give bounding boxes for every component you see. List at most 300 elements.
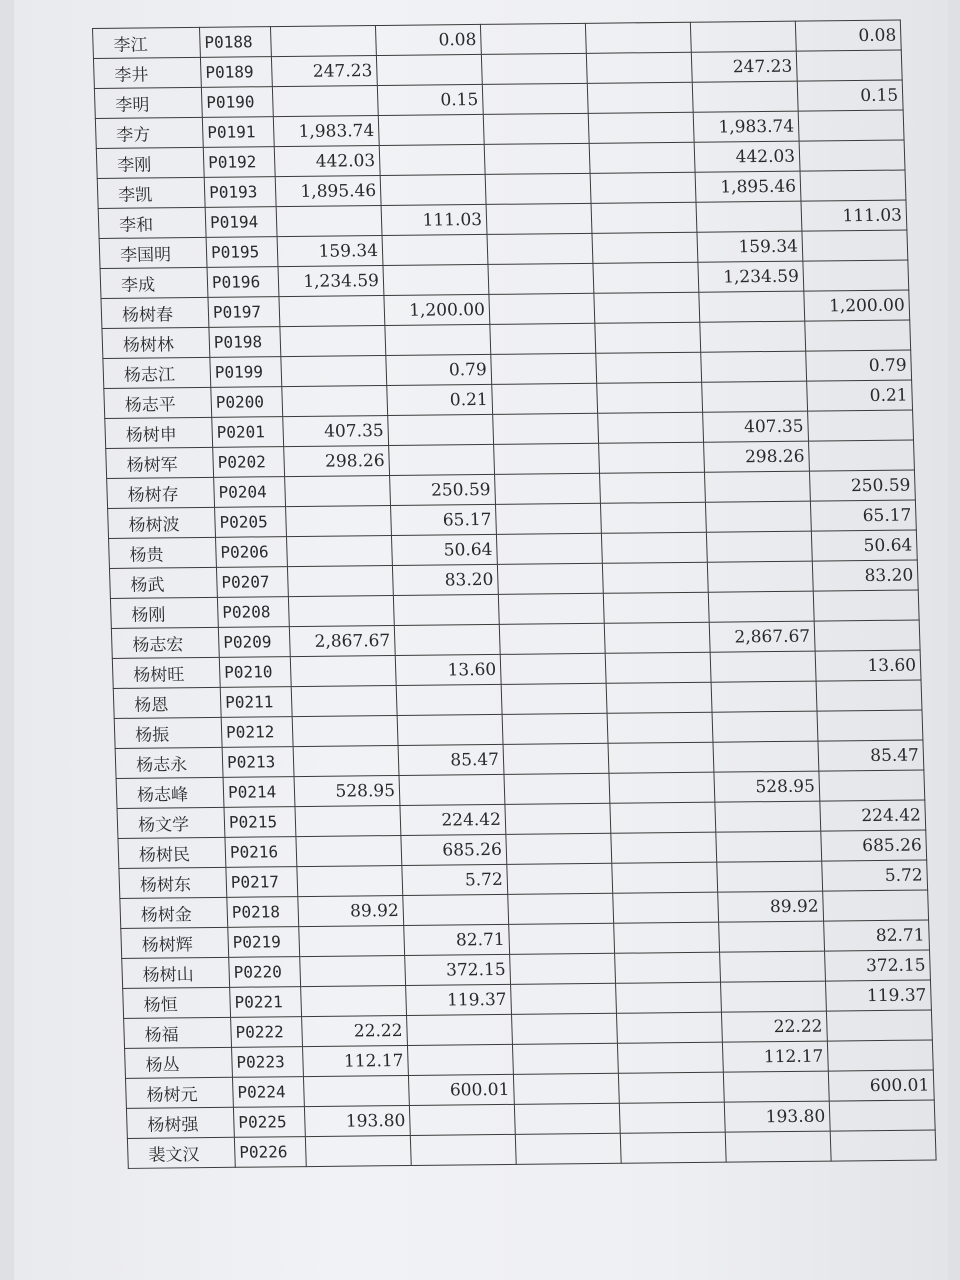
amount-cell-6 — [817, 710, 923, 741]
amount-cell-4 — [589, 142, 695, 173]
amount-cell-5 — [711, 681, 817, 712]
amount-cell-2 — [407, 1014, 513, 1045]
name-cell: 杨树金 — [120, 897, 228, 928]
amount-cell-4 — [612, 862, 718, 893]
amount-cell-4 — [602, 562, 708, 593]
amount-cell-4 — [609, 772, 715, 803]
amount-cell-1 — [291, 685, 397, 716]
code-cell: P0208 — [217, 597, 289, 628]
amount-cell-4 — [588, 112, 694, 143]
amount-cell-1 — [292, 715, 398, 746]
code-cell: P0202 — [213, 447, 285, 478]
amount-cell-5: 407.35 — [703, 411, 809, 442]
ledger-body — [93, 20, 937, 1168]
amount-cell-3 — [493, 413, 599, 444]
amount-cell-3 — [504, 773, 610, 804]
amount-cell-3 — [490, 323, 596, 354]
amount-cell-5 — [704, 471, 810, 502]
amount-cell-4 — [605, 652, 711, 683]
amount-cell-2: 5.72 — [402, 864, 508, 895]
amount-cell-6: 119.37 — [825, 980, 931, 1011]
code-cell: P0222 — [231, 1017, 303, 1048]
amount-cell-3 — [499, 623, 605, 654]
name-cell: 裴文汉 — [127, 1137, 235, 1168]
amount-cell-4 — [600, 472, 706, 503]
amount-cell-2 — [409, 1104, 515, 1135]
amount-cell-1 — [287, 566, 393, 597]
amount-cell-3 — [515, 1133, 621, 1164]
amount-cell-4 — [590, 172, 696, 203]
name-cell: 李方 — [95, 117, 203, 148]
code-cell: P0212 — [221, 717, 293, 748]
amount-cell-3 — [488, 263, 594, 294]
amount-cell-6: 13.60 — [815, 650, 921, 681]
amount-cell-2: 83.20 — [392, 564, 498, 595]
amount-cell-1 — [295, 805, 401, 836]
amount-cell-5 — [712, 711, 818, 742]
amount-cell-2 — [393, 594, 499, 625]
amount-cell-6 — [823, 890, 929, 921]
amount-cell-1 — [301, 985, 407, 1016]
amount-cell-5 — [710, 651, 816, 682]
amount-cell-4 — [597, 382, 703, 413]
code-cell: P0216 — [225, 837, 297, 868]
amount-cell-2 — [388, 414, 494, 445]
code-cell: P0188 — [199, 27, 271, 58]
amount-cell-2: 685.26 — [401, 834, 507, 865]
amount-cell-6: 372.15 — [825, 950, 931, 981]
name-cell: 杨树波 — [108, 507, 216, 538]
amount-cell-1: 1,234.59 — [278, 266, 384, 297]
amount-cell-6: 50.64 — [811, 530, 917, 561]
amount-cell-5 — [707, 561, 813, 592]
amount-cell-3 — [486, 203, 592, 234]
amount-cell-5 — [701, 351, 807, 382]
amount-cell-3 — [481, 53, 587, 84]
amount-cell-1 — [303, 1075, 409, 1106]
amount-cell-5 — [725, 1131, 831, 1162]
amount-cell-3 — [500, 653, 606, 684]
name-cell: 杨树辉 — [121, 927, 229, 958]
amount-cell-6: 83.20 — [812, 560, 918, 591]
code-cell: P0193 — [204, 177, 276, 208]
name-cell: 李刚 — [96, 147, 204, 178]
amount-cell-3 — [497, 563, 603, 594]
amount-cell-4 — [596, 352, 702, 383]
name-cell: 杨志永 — [115, 747, 223, 778]
amount-cell-5: 193.80 — [724, 1101, 830, 1132]
amount-cell-5: 247.23 — [691, 51, 797, 82]
amount-cell-1 — [299, 925, 405, 956]
amount-cell-5: 159.34 — [697, 231, 803, 262]
amount-cell-6 — [798, 110, 904, 141]
amount-cell-6: 111.03 — [801, 200, 907, 231]
name-cell: 杨志江 — [103, 357, 211, 388]
amount-cell-4 — [616, 982, 722, 1013]
amount-cell-5: 1,895.46 — [695, 171, 801, 202]
amount-cell-1: 89.92 — [298, 895, 404, 926]
amount-cell-2 — [403, 894, 509, 925]
amount-cell-1 — [296, 835, 402, 866]
amount-cell-3 — [503, 743, 609, 774]
amount-cell-1 — [270, 26, 376, 57]
amount-cell-4 — [598, 412, 704, 443]
code-cell: P0213 — [222, 747, 294, 778]
code-cell: P0206 — [216, 537, 288, 568]
amount-cell-2: 50.64 — [391, 534, 497, 565]
amount-cell-5 — [699, 291, 805, 322]
amount-cell-5: 1,983.74 — [693, 111, 799, 142]
amount-cell-2: 13.60 — [395, 654, 501, 685]
code-cell: P0191 — [202, 117, 274, 148]
amount-cell-1: 159.34 — [277, 236, 383, 267]
amount-cell-4 — [616, 1012, 722, 1043]
amount-cell-1 — [272, 86, 378, 117]
amount-cell-5 — [715, 801, 821, 832]
amount-cell-1 — [288, 595, 394, 626]
amount-cell-3 — [484, 143, 590, 174]
name-cell: 杨振 — [114, 717, 222, 748]
amount-cell-2 — [394, 624, 500, 655]
amount-cell-6 — [802, 230, 908, 261]
amount-cell-2 — [399, 774, 505, 805]
amount-cell-3 — [511, 983, 617, 1014]
name-cell: 李江 — [93, 27, 201, 58]
amount-cell-2 — [380, 174, 486, 205]
amount-cell-6: 65.17 — [810, 500, 916, 531]
amount-cell-1: 112.17 — [303, 1045, 409, 1076]
amount-cell-4 — [610, 802, 716, 833]
amount-cell-4 — [613, 892, 719, 923]
name-cell: 杨恩 — [113, 687, 221, 718]
amount-cell-3 — [514, 1103, 620, 1134]
amount-cell-4 — [591, 202, 697, 233]
amount-cell-1: 22.22 — [302, 1015, 408, 1046]
name-cell: 李成 — [100, 267, 208, 298]
amount-cell-2: 0.21 — [387, 384, 493, 415]
code-cell: P0199 — [210, 357, 282, 388]
amount-cell-5 — [713, 741, 819, 772]
amount-cell-3 — [506, 833, 612, 864]
name-cell: 杨贵 — [109, 537, 217, 568]
amount-cell-1 — [286, 536, 392, 567]
code-cell: P0220 — [229, 957, 301, 988]
amount-cell-5 — [702, 381, 808, 412]
code-cell: P0215 — [224, 807, 296, 838]
amount-cell-1 — [281, 356, 387, 387]
code-cell: P0201 — [212, 417, 284, 448]
amount-cell-5 — [717, 861, 823, 892]
name-cell: 杨刚 — [110, 597, 218, 628]
amount-cell-3 — [491, 353, 597, 384]
amount-cell-5 — [719, 921, 825, 952]
code-cell: P0194 — [205, 207, 277, 238]
amount-cell-2: 0.79 — [386, 354, 492, 385]
amount-cell-1: 193.80 — [304, 1105, 410, 1136]
name-cell: 李国明 — [99, 237, 207, 268]
code-cell: P0196 — [207, 267, 279, 298]
amount-cell-2 — [385, 324, 491, 355]
name-cell: 杨武 — [109, 567, 217, 598]
amount-cell-2 — [379, 144, 485, 175]
amount-cell-6: 0.15 — [797, 80, 903, 111]
amount-cell-6 — [816, 680, 922, 711]
amount-cell-6 — [800, 170, 906, 201]
amount-cell-4 — [600, 502, 706, 533]
amount-cell-3 — [512, 1013, 618, 1044]
amount-cell-1: 247.23 — [271, 56, 377, 87]
amount-cell-6: 0.79 — [806, 350, 912, 381]
amount-cell-6 — [826, 1010, 932, 1041]
name-cell: 杨福 — [124, 1017, 232, 1048]
amount-cell-5: 89.92 — [718, 891, 824, 922]
code-cell: P0225 — [233, 1107, 305, 1138]
name-cell: 杨志峰 — [116, 777, 224, 808]
amount-cell-2: 600.01 — [408, 1074, 514, 1105]
name-cell: 杨树申 — [105, 417, 213, 448]
amount-cell-6 — [803, 260, 909, 291]
amount-cell-4 — [599, 442, 705, 473]
amount-cell-5 — [700, 321, 806, 352]
amount-cell-4 — [617, 1042, 723, 1073]
amount-cell-3 — [495, 503, 601, 534]
amount-cell-3 — [508, 893, 614, 924]
amount-cell-2 — [396, 684, 502, 715]
amount-cell-4 — [593, 262, 699, 293]
amount-cell-6: 685.26 — [821, 830, 927, 861]
amount-cell-2 — [383, 264, 489, 295]
name-cell: 杨树强 — [126, 1107, 234, 1138]
amount-cell-1 — [282, 386, 388, 417]
amount-cell-5: 22.22 — [721, 1011, 827, 1042]
amount-cell-1 — [293, 745, 399, 776]
name-cell: 李和 — [98, 207, 206, 238]
amount-cell-4 — [606, 682, 712, 713]
amount-cell-3 — [485, 173, 591, 204]
name-cell: 杨丛 — [125, 1047, 233, 1078]
amount-cell-5: 528.95 — [714, 771, 820, 802]
amount-cell-6: 0.08 — [795, 20, 901, 51]
code-cell: P0197 — [208, 297, 280, 328]
amount-cell-1: 407.35 — [283, 416, 389, 447]
amount-cell-2: 85.47 — [398, 744, 504, 775]
amount-cell-5 — [723, 1071, 829, 1102]
amount-cell-5 — [720, 951, 826, 982]
code-cell: P0189 — [200, 57, 272, 88]
name-cell: 杨树军 — [106, 447, 214, 478]
amount-cell-4 — [595, 322, 701, 353]
amount-cell-1: 1,895.46 — [275, 176, 381, 207]
code-cell: P0221 — [230, 987, 302, 1018]
amount-cell-4 — [614, 922, 720, 953]
amount-cell-5: 2,867.67 — [709, 621, 815, 652]
amount-cell-2: 0.15 — [377, 84, 483, 115]
code-cell: P0224 — [232, 1077, 304, 1108]
code-cell: P0214 — [223, 777, 295, 808]
amount-cell-2: 372.15 — [405, 954, 511, 985]
name-cell: 杨树旺 — [112, 657, 220, 688]
amount-cell-6: 82.71 — [824, 920, 930, 951]
amount-cell-1 — [285, 476, 391, 507]
amount-cell-3 — [513, 1073, 619, 1104]
amount-cell-3 — [489, 293, 595, 324]
amount-cell-5 — [716, 831, 822, 862]
code-cell: P0217 — [226, 867, 298, 898]
code-cell: P0192 — [203, 147, 275, 178]
amount-cell-4 — [619, 1102, 725, 1133]
name-cell: 杨恒 — [123, 987, 231, 1018]
amount-cell-6 — [814, 620, 920, 651]
amount-cell-3 — [498, 593, 604, 624]
amount-cell-5: 1,234.59 — [698, 261, 804, 292]
amount-cell-2 — [410, 1134, 516, 1165]
amount-cell-2 — [376, 54, 482, 85]
name-cell: 杨树存 — [107, 477, 215, 508]
amount-cell-3 — [487, 233, 593, 264]
amount-cell-1: 2,867.67 — [289, 625, 395, 656]
name-cell: 杨志平 — [104, 387, 212, 418]
amount-cell-4 — [607, 712, 713, 743]
code-cell: P0218 — [227, 897, 299, 928]
amount-cell-2: 119.37 — [406, 984, 512, 1015]
amount-cell-3 — [495, 473, 601, 504]
amount-cell-3 — [480, 23, 586, 54]
amount-cell-6: 1,200.00 — [804, 290, 910, 321]
ledger-table — [92, 20, 937, 1169]
amount-cell-4 — [587, 82, 693, 113]
amount-cell-1: 1,983.74 — [273, 116, 379, 147]
amount-cell-1 — [305, 1135, 411, 1166]
amount-cell-4 — [603, 592, 709, 623]
amount-cell-6 — [830, 1130, 936, 1161]
amount-cell-5 — [721, 981, 827, 1012]
amount-cell-2 — [378, 114, 484, 145]
amount-cell-1: 528.95 — [294, 775, 400, 806]
amount-cell-3 — [483, 113, 589, 144]
amount-cell-6 — [829, 1100, 935, 1131]
code-cell: P0211 — [220, 687, 292, 718]
amount-cell-3 — [509, 923, 615, 954]
amount-cell-1 — [300, 955, 406, 986]
amount-cell-6: 600.01 — [828, 1070, 934, 1101]
name-cell: 杨文学 — [117, 807, 225, 838]
amount-cell-5 — [690, 21, 796, 52]
code-cell: P0190 — [201, 87, 273, 118]
amount-cell-4 — [608, 742, 714, 773]
amount-cell-3 — [496, 533, 602, 564]
amount-cell-5 — [708, 591, 814, 622]
amount-cell-4 — [585, 22, 691, 53]
amount-cell-5 — [705, 501, 811, 532]
amount-cell-3 — [492, 383, 598, 414]
amount-cell-2: 1,200.00 — [384, 294, 490, 325]
amount-cell-5: 298.26 — [704, 441, 810, 472]
amount-cell-4 — [615, 952, 721, 983]
amount-cell-1 — [297, 865, 403, 896]
code-cell: P0210 — [219, 657, 291, 688]
amount-cell-6 — [796, 50, 902, 81]
amount-cell-1: 442.03 — [274, 146, 380, 177]
amount-cell-4 — [601, 532, 707, 563]
code-cell: P0200 — [211, 387, 283, 418]
amount-cell-1 — [280, 326, 386, 357]
amount-cell-3 — [507, 863, 613, 894]
amount-cell-3 — [501, 683, 607, 714]
name-cell: 李井 — [93, 57, 201, 88]
amount-cell-2 — [389, 444, 495, 475]
code-cell: P0226 — [234, 1137, 306, 1168]
code-cell: P0195 — [206, 237, 278, 268]
name-cell: 杨树林 — [102, 327, 210, 358]
amount-cell-4 — [620, 1132, 726, 1163]
amount-cell-1 — [290, 655, 396, 686]
amount-cell-4 — [611, 832, 717, 863]
amount-cell-3 — [510, 953, 616, 984]
amount-cell-6 — [809, 440, 915, 471]
name-cell: 李凯 — [97, 177, 205, 208]
amount-cell-6 — [813, 590, 919, 621]
amount-cell-6: 224.42 — [820, 800, 926, 831]
code-cell: P0207 — [216, 567, 288, 598]
code-cell: P0219 — [228, 927, 300, 958]
amount-cell-2: 111.03 — [381, 204, 487, 235]
amount-cell-2: 82.71 — [404, 924, 510, 955]
name-cell: 杨志宏 — [111, 627, 219, 658]
amount-cell-6: 5.72 — [822, 860, 928, 891]
amount-cell-1 — [286, 506, 392, 537]
amount-cell-2: 65.17 — [391, 504, 497, 535]
amount-cell-6: 0.21 — [807, 380, 913, 411]
amount-cell-6 — [808, 410, 914, 441]
amount-cell-6 — [799, 140, 905, 171]
code-cell: P0209 — [218, 627, 290, 658]
amount-cell-4 — [586, 52, 692, 83]
amount-cell-6: 250.59 — [809, 470, 915, 501]
amount-cell-4 — [604, 622, 710, 653]
name-cell: 杨树春 — [101, 297, 209, 328]
amount-cell-5: 442.03 — [694, 141, 800, 172]
name-cell: 杨树元 — [126, 1077, 234, 1108]
amount-cell-3 — [512, 1043, 618, 1074]
amount-cell-6 — [827, 1040, 933, 1071]
amount-cell-3 — [502, 713, 608, 744]
amount-cell-2 — [397, 714, 503, 745]
code-cell: P0204 — [214, 477, 286, 508]
amount-cell-4 — [594, 292, 700, 323]
amount-cell-5: 112.17 — [722, 1041, 828, 1072]
amount-cell-2 — [407, 1044, 513, 1075]
name-cell: 杨树东 — [119, 867, 227, 898]
amount-cell-4 — [592, 232, 698, 263]
code-cell: P0205 — [215, 507, 287, 538]
amount-cell-2: 224.42 — [400, 804, 506, 835]
amount-cell-5 — [692, 81, 798, 112]
amount-cell-4 — [618, 1072, 724, 1103]
amount-cell-1 — [276, 206, 382, 237]
name-cell: 杨树山 — [122, 957, 230, 988]
amount-cell-3 — [482, 83, 588, 114]
amount-cell-6 — [819, 770, 925, 801]
amount-cell-6: 85.47 — [818, 740, 924, 771]
name-cell: 李明 — [94, 87, 202, 118]
amount-cell-5 — [696, 201, 802, 232]
amount-cell-2: 0.08 — [375, 24, 481, 55]
paper-sheet — [14, 0, 948, 1280]
amount-cell-1: 298.26 — [284, 446, 390, 477]
amount-cell-5 — [706, 531, 812, 562]
code-cell: P0223 — [232, 1047, 304, 1078]
amount-cell-2 — [382, 234, 488, 265]
